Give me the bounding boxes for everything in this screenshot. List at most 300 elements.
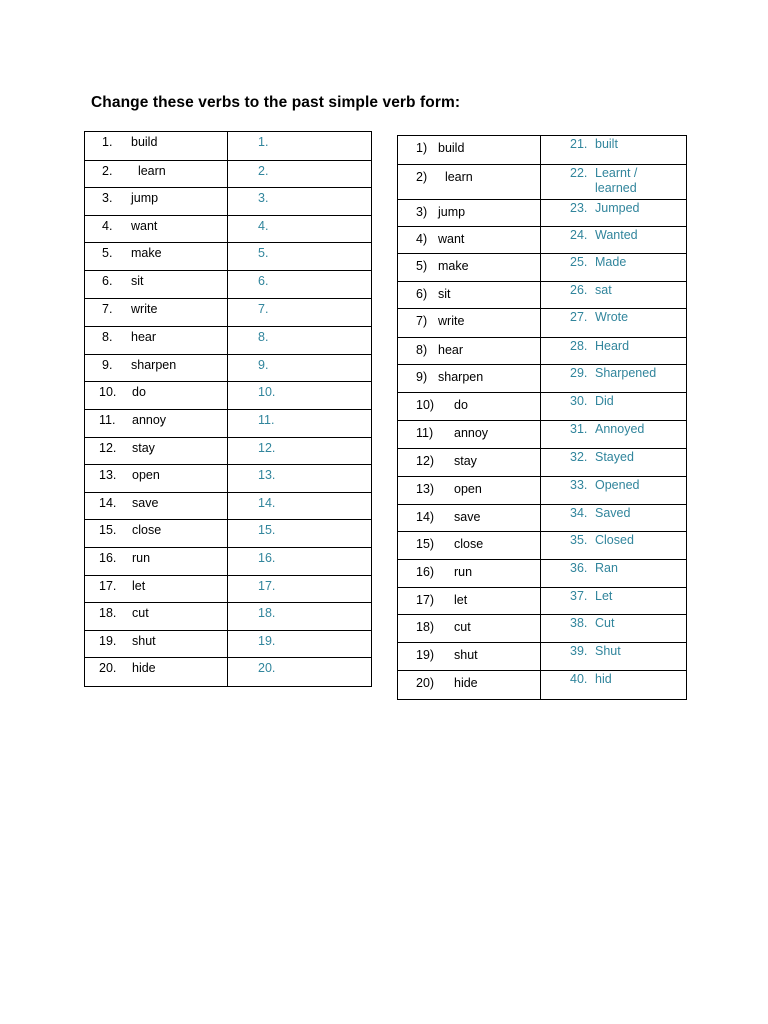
answer-text: Made [595, 255, 627, 269]
table-row [85, 161, 372, 188]
verb-text: hear [131, 330, 157, 344]
answer-blank: 10. [258, 385, 276, 399]
item-number: 3. [102, 191, 113, 205]
answer-cell-content [228, 603, 371, 621]
table-row [85, 271, 372, 299]
answer-number: 25. [570, 255, 588, 269]
verb-text: sharpen [438, 370, 484, 384]
answer-cell-content [541, 393, 686, 409]
item-number: 6) [416, 287, 428, 301]
item-number: 16. [99, 551, 117, 565]
exercise-table [84, 131, 372, 687]
table-row [85, 410, 372, 438]
item-number: 12) [416, 454, 435, 468]
item-number: 15) [416, 537, 435, 551]
item-number: 4. [102, 219, 113, 233]
verb-cell [85, 631, 228, 658]
verb-cell-content [398, 227, 540, 247]
verb-cell-content [398, 643, 540, 663]
answer-blank: 8. [258, 330, 269, 344]
item-number: 19) [416, 648, 435, 662]
table-row [398, 165, 687, 200]
answer-number: 26. [570, 283, 588, 297]
page-title: Change these verbs to the past simple verb form: [91, 94, 461, 111]
item-number: 10) [416, 398, 435, 412]
answer-blank: 18. [258, 606, 276, 620]
verb-cell-content [398, 449, 540, 469]
answer-blank: 6. [258, 274, 269, 288]
verb-cell [398, 477, 541, 505]
verb-cell [85, 161, 228, 188]
item-number: 5. [102, 246, 113, 260]
verb-cell [85, 465, 228, 493]
verb-cell-content [85, 576, 227, 594]
item-number: 20) [416, 676, 435, 690]
answer-cell [541, 136, 687, 165]
verb-cell-content [85, 188, 227, 206]
verb-text: jump [131, 191, 159, 205]
answer-cell [228, 658, 372, 687]
answer-cell [228, 355, 372, 382]
answer-cell [541, 560, 687, 588]
answer-blank: 11. [258, 413, 275, 427]
verb-cell [398, 588, 541, 615]
item-number: 20. [99, 661, 117, 675]
table-row [85, 548, 372, 576]
item-number: 2. [102, 164, 113, 178]
item-number: 13. [99, 468, 117, 482]
item-number: 9) [416, 370, 428, 384]
answer-cell [541, 309, 687, 338]
verb-text: learn [131, 164, 166, 178]
table-row [85, 382, 372, 410]
verb-text: open [132, 468, 160, 482]
answer-cell-content [228, 327, 371, 345]
verb-text: want [131, 219, 158, 233]
answer-cell-content [541, 532, 686, 548]
verb-text: make [131, 246, 162, 260]
table-row [85, 243, 372, 271]
verb-cell-content [85, 658, 227, 676]
answer-text: Saved [595, 506, 631, 520]
item-number: 9. [102, 358, 113, 372]
item-number: 17. [99, 579, 117, 593]
answer-text: Learnt / learned [595, 166, 638, 195]
verb-text: build [131, 135, 158, 149]
answer-key-table [397, 135, 687, 700]
table-row [85, 658, 372, 687]
table-row [85, 132, 372, 161]
answer-blank: 7. [258, 302, 269, 316]
answer-number: 30. [570, 394, 588, 408]
answer-cell [541, 282, 687, 309]
answer-blank: 19. [258, 634, 276, 648]
answer-number: 38. [570, 616, 588, 630]
verb-cell-content [85, 520, 227, 538]
item-number: 11) [416, 426, 434, 440]
verb-text: shut [132, 634, 156, 648]
verb-cell-content [85, 243, 227, 261]
verb-cell [85, 216, 228, 243]
answer-cell [541, 615, 687, 643]
verb-text: sharpen [131, 358, 177, 372]
verb-cell [398, 309, 541, 338]
answer-cell-content [228, 493, 371, 511]
answer-cell [228, 548, 372, 576]
verb-cell [398, 200, 541, 227]
item-number: 19. [99, 634, 117, 648]
answer-cell [541, 365, 687, 393]
item-number: 7. [102, 302, 113, 316]
verb-text: close [454, 537, 484, 551]
verb-cell [85, 576, 228, 603]
verb-cell [398, 643, 541, 671]
verb-text: let [454, 593, 468, 607]
answer-text: sat [595, 283, 612, 297]
answer-blank: 16. [258, 551, 276, 565]
verb-text: do [454, 398, 468, 412]
verb-text: stay [454, 454, 477, 468]
table-row [398, 227, 687, 254]
table-row [398, 449, 687, 477]
verb-text: want [438, 232, 465, 246]
table-row [398, 532, 687, 560]
verb-text: annoy [132, 413, 167, 427]
verb-cell-content [398, 282, 540, 302]
table-row [398, 560, 687, 588]
verb-cell [85, 382, 228, 410]
answer-cell-content [228, 355, 371, 373]
answer-number: 37. [570, 589, 588, 603]
answer-cell [228, 161, 372, 188]
answer-cell-content [541, 282, 686, 298]
verb-cell [398, 532, 541, 560]
table-row [85, 327, 372, 355]
item-number: 12. [99, 441, 117, 455]
verb-cell [398, 615, 541, 643]
answer-blank: 5. [258, 246, 269, 260]
answer-cell [541, 477, 687, 505]
answer-blank: 20. [258, 661, 276, 675]
verb-cell-content [85, 548, 227, 566]
item-number: 2) [416, 170, 428, 184]
verb-cell [398, 365, 541, 393]
answer-cell-content [541, 477, 686, 493]
answer-cell-content [228, 410, 371, 428]
answer-text: Heard [595, 339, 630, 353]
item-number: 14. [99, 496, 117, 510]
verb-cell-content [85, 631, 227, 649]
verb-cell [398, 560, 541, 588]
answer-cell-content [541, 200, 686, 216]
table-row [85, 216, 372, 243]
verb-cell [398, 282, 541, 309]
answer-cell-content [228, 299, 371, 317]
answer-number: 36. [570, 561, 588, 575]
answer-cell-content [541, 136, 686, 152]
answer-cell [228, 243, 372, 271]
answer-cell [541, 254, 687, 282]
verb-cell [85, 438, 228, 465]
verb-text: close [132, 523, 162, 537]
verb-cell [398, 505, 541, 532]
answer-cell [541, 227, 687, 254]
answer-cell-content [541, 643, 686, 659]
item-number: 8. [102, 330, 113, 344]
answer-cell-content [541, 227, 686, 243]
item-number: 10. [99, 385, 117, 399]
answer-blank: 1. [258, 135, 269, 149]
verb-cell [398, 393, 541, 421]
verb-cell [398, 421, 541, 449]
answer-cell [541, 200, 687, 227]
answer-cell-content [541, 165, 686, 196]
answer-number: 22. [570, 166, 588, 180]
table-row [85, 603, 372, 631]
answer-cell [228, 631, 372, 658]
verb-cell [85, 188, 228, 216]
item-number: 4) [416, 232, 428, 246]
verb-cell-content [398, 200, 540, 220]
verb-cell-content [398, 165, 540, 185]
verb-cell [85, 327, 228, 355]
answer-text: Closed [595, 533, 634, 547]
answer-text: Wanted [595, 228, 638, 242]
answer-cell [228, 216, 372, 243]
table-row [398, 505, 687, 532]
verb-text: write [131, 302, 158, 316]
answer-cell [541, 671, 687, 700]
answer-cell [228, 493, 372, 520]
item-number: 1) [416, 141, 428, 155]
table-row [85, 465, 372, 493]
verb-text: cut [454, 620, 471, 634]
item-number: 7) [416, 314, 428, 328]
table-row [398, 309, 687, 338]
item-number: 16) [416, 565, 435, 579]
answer-cell-content [228, 271, 371, 289]
answer-cell-content [541, 254, 686, 270]
answer-text: Stayed [595, 450, 634, 464]
answer-text: Let [595, 589, 613, 603]
verb-text: write [438, 314, 465, 328]
item-number: 17) [416, 593, 435, 607]
answer-cell-content [228, 382, 371, 400]
table-row [398, 200, 687, 227]
verb-cell-content [85, 271, 227, 289]
verb-cell-content [398, 254, 540, 274]
answer-cell [541, 643, 687, 671]
item-number: 6. [102, 274, 113, 288]
verb-cell-content [398, 532, 540, 552]
answer-cell-content [228, 520, 371, 538]
answer-cell [228, 603, 372, 631]
answer-number: 39. [570, 644, 588, 658]
table-row [398, 421, 687, 449]
verb-cell-content [85, 161, 227, 179]
answer-cell-content [228, 631, 371, 649]
answer-text: built [595, 137, 618, 151]
table-row [85, 299, 372, 327]
answer-blank: 15. [258, 523, 276, 537]
verb-cell-content [85, 299, 227, 317]
item-number: 8) [416, 343, 428, 357]
answer-cell-content [228, 188, 371, 206]
verb-cell [398, 136, 541, 165]
answer-number: 28. [570, 339, 588, 353]
verb-cell-content [398, 560, 540, 580]
verb-text: do [132, 385, 146, 399]
verb-cell-content [398, 393, 540, 413]
verb-cell [398, 671, 541, 700]
answer-text: Ran [595, 561, 618, 575]
verb-text: sit [131, 274, 144, 288]
verb-cell-content [398, 477, 540, 497]
answer-cell [228, 382, 372, 410]
verb-cell [398, 338, 541, 365]
table-row [85, 355, 372, 382]
verb-cell [85, 658, 228, 687]
verb-text: let [132, 579, 146, 593]
table-row [398, 643, 687, 671]
verb-cell [85, 520, 228, 548]
answer-number: 24. [570, 228, 588, 242]
verb-text: hide [454, 676, 478, 690]
verb-cell-content [398, 365, 540, 385]
verb-cell [85, 548, 228, 576]
table-row [398, 282, 687, 309]
verb-cell-content [398, 615, 540, 635]
verb-text: build [438, 141, 465, 155]
answer-cell [228, 410, 372, 438]
item-number: 11. [99, 413, 116, 427]
answer-cell [228, 576, 372, 603]
answer-cell-content [228, 465, 371, 483]
answer-number: 40. [570, 672, 588, 686]
table-row [85, 631, 372, 658]
answer-blank: 3. [258, 191, 269, 205]
answer-cell-content [541, 615, 686, 631]
verb-cell-content [85, 493, 227, 511]
table-row [398, 393, 687, 421]
answer-cell-content [228, 243, 371, 261]
table-row [85, 438, 372, 465]
verb-cell-content [398, 671, 540, 691]
answer-text: Did [595, 394, 614, 408]
item-number: 18) [416, 620, 435, 634]
answer-cell [228, 271, 372, 299]
answer-cell-content [541, 309, 686, 325]
answer-blank: 2. [258, 164, 269, 178]
answer-blank: 17. [258, 579, 276, 593]
answer-number: 23. [570, 201, 588, 215]
answer-text: Annoyed [595, 422, 645, 436]
answer-cell [228, 465, 372, 493]
answer-number: 35. [570, 533, 588, 547]
verb-cell [85, 271, 228, 299]
answer-text: Cut [595, 616, 615, 630]
answer-cell-content [541, 365, 686, 381]
item-number: 3) [416, 205, 428, 219]
verb-cell [398, 449, 541, 477]
verb-text: learn [438, 170, 473, 184]
answer-cell-content [541, 505, 686, 521]
table-row [398, 254, 687, 282]
answer-number: 33. [570, 478, 588, 492]
table-row [85, 188, 372, 216]
verb-text: cut [132, 606, 149, 620]
answer-number: 21. [570, 137, 588, 151]
answer-cell [541, 393, 687, 421]
verb-cell-content [398, 505, 540, 525]
answer-blank: 9. [258, 358, 269, 372]
answer-text: Jumped [595, 201, 640, 215]
verb-cell-content [85, 603, 227, 621]
verb-cell-content [85, 410, 227, 428]
verb-cell [85, 243, 228, 271]
verb-cell [85, 299, 228, 327]
answer-cell-content [228, 216, 371, 234]
verb-text: run [454, 565, 473, 579]
answer-blank: 4. [258, 219, 269, 233]
answer-cell [541, 165, 687, 200]
answer-cell [228, 438, 372, 465]
answer-cell-content [541, 449, 686, 465]
answer-cell-content [541, 588, 686, 604]
item-number: 14) [416, 510, 435, 524]
answer-text: Sharpened [595, 366, 657, 380]
table-row [398, 477, 687, 505]
answer-text: Shut [595, 644, 621, 658]
verb-cell [398, 165, 541, 200]
verb-text: annoy [454, 426, 489, 440]
answer-cell-content [228, 438, 371, 456]
table-row [398, 588, 687, 615]
verb-cell [85, 603, 228, 631]
verb-text: run [132, 551, 151, 565]
answer-cell-content [228, 548, 371, 566]
verb-cell [85, 410, 228, 438]
verb-text: jump [438, 205, 466, 219]
answer-number: 27. [570, 310, 588, 324]
verb-cell-content [85, 465, 227, 483]
verb-cell-content [398, 421, 540, 441]
answer-cell-content [228, 576, 371, 594]
verb-cell [398, 227, 541, 254]
verb-cell [85, 132, 228, 161]
table-row [85, 493, 372, 520]
answer-number: 34. [570, 506, 588, 520]
verb-text: hide [132, 661, 156, 675]
item-number: 5) [416, 259, 428, 273]
answer-cell [228, 299, 372, 327]
table-row [398, 615, 687, 643]
answer-cell [541, 588, 687, 615]
verb-cell-content [85, 327, 227, 345]
verb-cell-content [85, 216, 227, 234]
verb-cell-content [398, 136, 540, 156]
answer-cell-content [541, 421, 686, 437]
verb-cell-content [398, 588, 540, 608]
answer-cell-content [228, 658, 371, 676]
verb-cell-content [85, 132, 227, 150]
table-row [398, 671, 687, 700]
answer-blank: 14. [258, 496, 276, 510]
table-row [398, 136, 687, 165]
answer-number: 29. [570, 366, 588, 380]
table-row [398, 365, 687, 393]
verb-cell [398, 254, 541, 282]
